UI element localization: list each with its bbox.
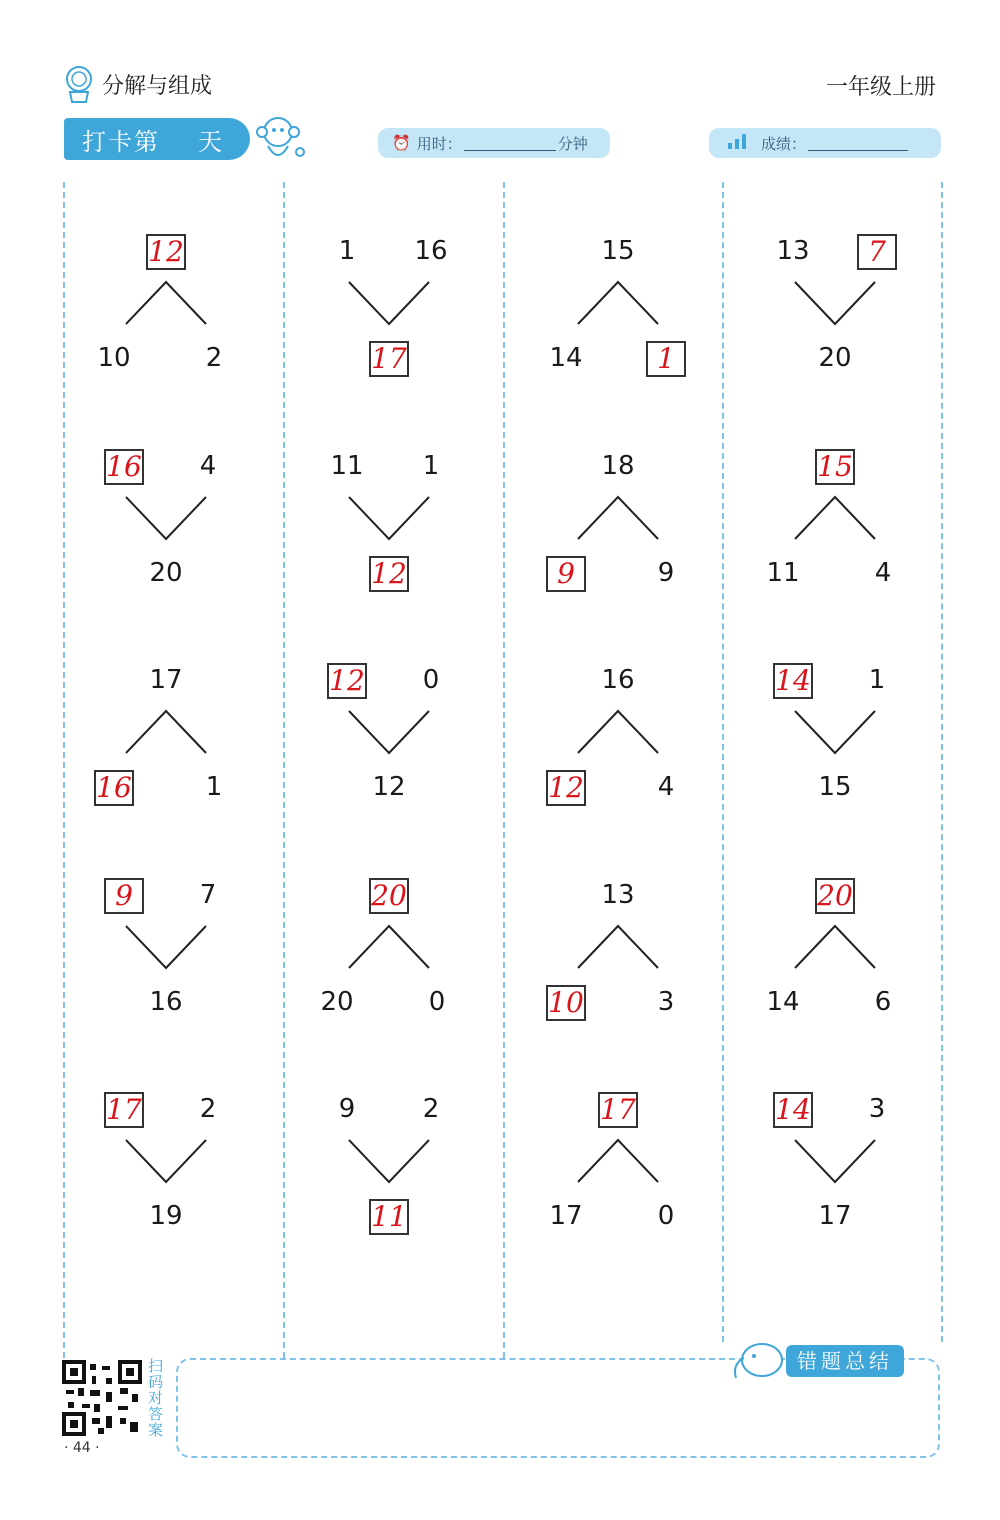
answer-box[interactable]: 1 [646,341,686,377]
qr-code-icon[interactable] [62,1360,142,1436]
combine-lines-down [344,1136,434,1186]
answer-box[interactable]: 12 [546,770,586,806]
answer-box[interactable]: 12 [369,556,409,592]
given-number: 4 [657,772,675,802]
time-unit: 分钟 [557,134,588,153]
combine-lines-down [344,707,434,757]
time-input-line[interactable] [464,136,556,151]
given-number: 11 [330,451,364,481]
answer-box[interactable]: 17 [369,341,409,377]
answer-box[interactable]: 12 [146,234,186,270]
answer-box[interactable]: 14 [773,1092,813,1128]
column-divider [941,182,943,1342]
answer-box[interactable]: 14 [773,663,813,699]
given-number: 6 [874,987,892,1017]
split-lines-up [121,707,211,757]
answer-box[interactable]: 20 [369,878,409,914]
column-divider [503,182,505,1358]
time-label: 用时： [416,134,462,153]
given-number: 16 [601,665,635,695]
given-number: 15 [818,772,852,802]
given-number: 7 [199,880,217,910]
given-number: 3 [868,1094,886,1124]
score-input-line[interactable] [808,136,908,151]
given-number: 2 [422,1094,440,1124]
given-number: 9 [657,558,675,588]
checkin-banner [64,118,250,160]
given-number: 15 [601,236,635,266]
error-summary-label: 错题总结 [786,1345,904,1377]
scan-answer-text: 扫码对答案 [148,1357,164,1439]
time-field [378,128,610,158]
lion-mascot-icon [62,64,96,104]
answer-box[interactable]: 7 [857,234,897,270]
split-lines-up [573,922,663,972]
combine-lines-down [790,278,880,328]
combine-lines-down [121,1136,211,1186]
answer-box[interactable]: 9 [546,556,586,592]
given-number: 9 [338,1094,356,1124]
alarm-clock-icon: ⏰ [392,134,411,152]
answer-box[interactable]: 16 [94,770,134,806]
given-number: 20 [149,558,183,588]
page-number: · 44 · [64,1440,100,1456]
given-number: 14 [766,987,800,1017]
column-divider [722,182,724,1342]
score-field [709,128,941,158]
given-number: 0 [657,1201,675,1231]
score-label: 成绩： [761,134,807,153]
given-number: 2 [199,1094,217,1124]
given-number: 0 [422,665,440,695]
column-divider [283,182,285,1358]
split-lines-up [790,493,880,543]
score-chart-icon [727,132,747,154]
combine-lines-down [790,707,880,757]
given-number: 13 [601,880,635,910]
combine-lines-down [344,278,434,328]
book-brand [62,62,212,106]
given-number: 13 [776,236,810,266]
answer-box[interactable]: 12 [327,663,367,699]
given-number: 10 [97,343,131,373]
split-lines-up [573,493,663,543]
split-lines-up [573,278,663,328]
checkin-suffix: 天 [198,127,222,156]
given-number: 1 [422,451,440,481]
answer-box[interactable]: 17 [598,1092,638,1128]
monkey-mascot-icon [252,112,308,166]
combine-lines-down [121,493,211,543]
given-number: 17 [818,1201,852,1231]
elephant-mascot-icon [730,1338,786,1384]
given-number: 0 [428,987,446,1017]
given-number: 20 [818,343,852,373]
combine-lines-down [790,1136,880,1186]
answer-box[interactable]: 10 [546,985,586,1021]
given-number: 12 [372,772,406,802]
given-number: 1 [338,236,356,266]
given-number: 14 [549,343,583,373]
split-lines-up [573,1136,663,1186]
answer-box[interactable]: 11 [369,1199,409,1235]
checkin-prefix: 打卡第 [82,127,160,156]
given-number: 18 [601,451,635,481]
section-title: 分解与组成 [102,73,213,99]
given-number: 4 [874,558,892,588]
given-number: 1 [868,665,886,695]
combine-lines-down [344,493,434,543]
answer-box[interactable]: 9 [104,878,144,914]
given-number: 2 [205,343,223,373]
given-number: 16 [149,987,183,1017]
given-number: 16 [414,236,448,266]
combine-lines-down [121,922,211,972]
given-number: 17 [149,665,183,695]
answer-box[interactable]: 20 [815,878,855,914]
answer-box[interactable]: 16 [104,449,144,485]
split-lines-up [121,278,211,328]
column-divider [63,182,65,1358]
split-lines-up [573,707,663,757]
given-number: 3 [657,987,675,1017]
answer-box[interactable]: 15 [815,449,855,485]
split-lines-up [790,922,880,972]
given-number: 20 [320,987,354,1017]
given-number: 4 [199,451,217,481]
given-number: 17 [549,1201,583,1231]
given-number: 19 [149,1201,183,1231]
given-number: 11 [766,558,800,588]
given-number: 1 [205,772,223,802]
answer-box[interactable]: 17 [104,1092,144,1128]
grade-label: 一年级上册 [825,75,936,100]
split-lines-up [344,922,434,972]
